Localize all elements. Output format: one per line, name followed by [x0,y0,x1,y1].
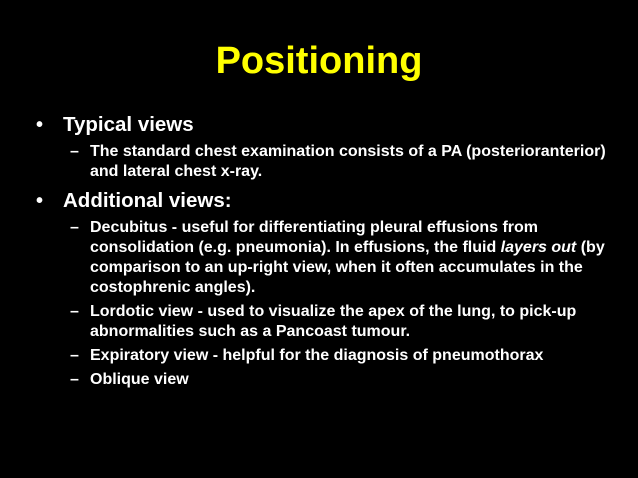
bullet-icon: • [36,190,44,212]
typical-views-list [70,142,616,182]
list-item-oblique [70,370,616,390]
slide-content [36,112,616,396]
list-item-text-before: Decubitus - useful for differentiating pleural effusions from consolidation (e.g. pneumonia). In effusions, the fluid [90,219,539,256]
dash-icon: – [70,347,79,364]
list-item-expiratory [70,346,616,366]
section-heading: Typical views [63,113,194,136]
list-item-text-after: (by comparison to an up-right view, when it often accumulates in the costophrenic angles). [90,239,605,296]
list-item-decubitus [70,218,616,298]
dash-icon: – [70,219,79,236]
list-item-text-italic: layers out [500,239,577,256]
section-heading: Additional views: [63,189,232,212]
dash-icon: – [70,371,79,388]
list-item [70,142,616,182]
bullet-icon: • [36,114,44,136]
dash-icon: – [70,303,79,320]
additional-views-list [70,218,616,390]
list-item-text: Oblique view [90,371,189,388]
slide-title: Positioning [215,40,423,82]
dash-icon: – [70,143,79,160]
bullet-additional-views [36,188,616,214]
list-item-lordotic [70,302,616,342]
list-item-text: The standard chest examination consists of a PA (posterioranterior) and lateral chest x-ray. [90,143,606,180]
bullet-typical-views [36,112,616,138]
list-item-text: Lordotic view - used to visualize the apex of the lung, to pick-up abnormalities such as a Pancoast tumour. [90,303,577,340]
list-item-text: Expiratory view - helpful for the diagnosis of pneumothorax [90,347,544,364]
